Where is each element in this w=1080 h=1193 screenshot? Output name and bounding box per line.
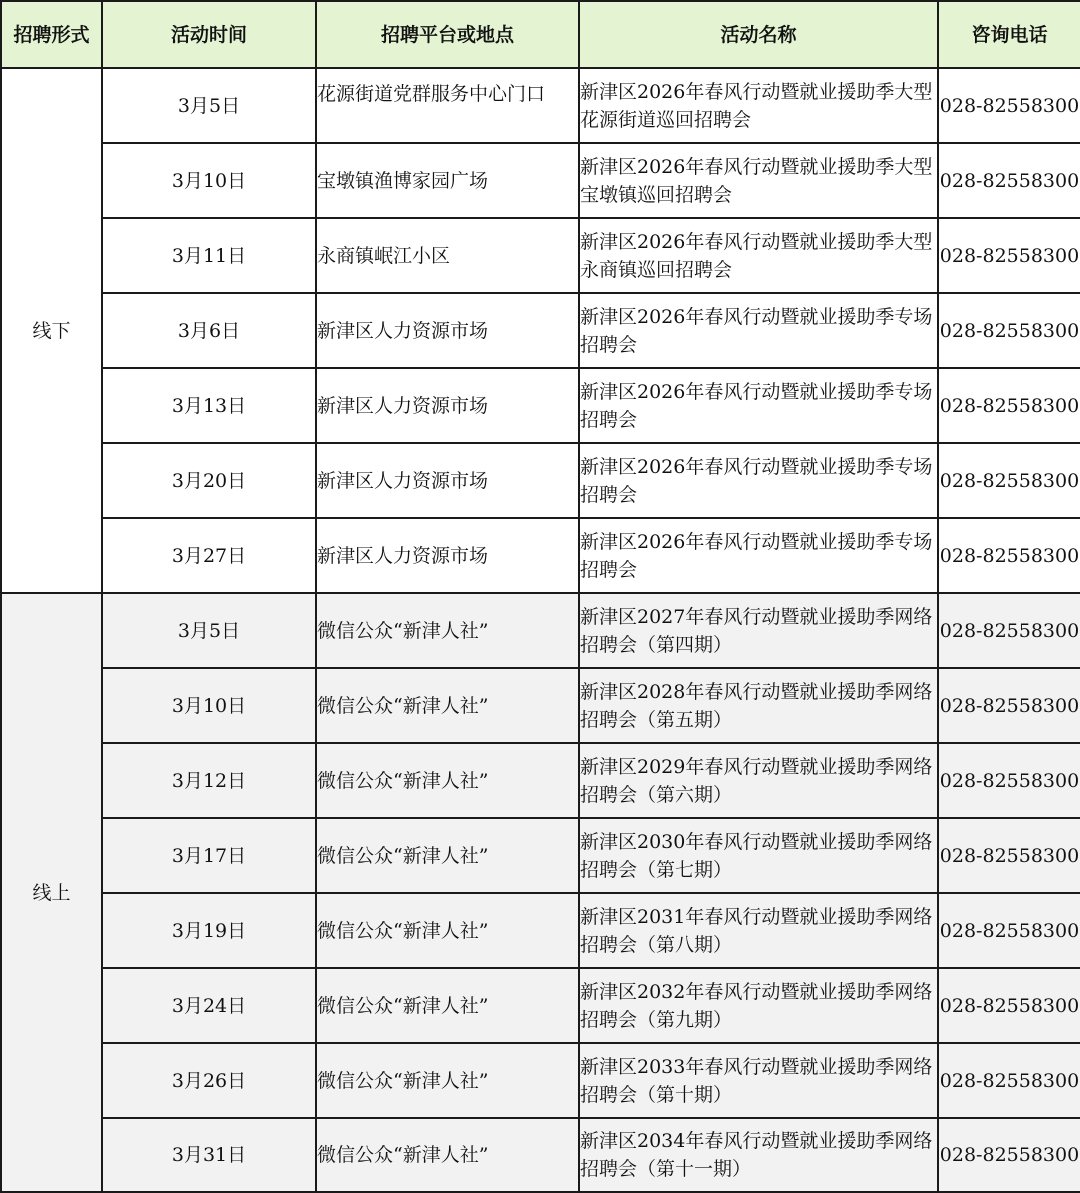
table-row [1,443,1080,518]
table-row [1,743,1080,818]
date-cell: 3月13日 [102,368,316,443]
date-cell: 3月11日 [102,218,316,293]
phone-cell: 028-82558300 [938,143,1080,218]
phone-cell: 028-82558300 [938,1118,1080,1192]
place-cell: 微信公众“新津人社” [316,743,579,818]
place-cell: 永商镇岷江小区 [316,218,579,293]
event-name-cell: 新津区2026年春风行动暨就业援助季专场招聘会 [579,518,938,593]
date-cell: 3月17日 [102,818,316,893]
header-phone: 咨询电话 [938,1,1080,68]
phone-cell: 028-82558300 [938,593,1080,668]
header-place: 招聘平台或地点 [316,1,579,68]
date-cell: 3月5日 [102,68,316,143]
event-name-cell: 新津区2031年春风行动暨就业援助季网络招聘会（第八期） [579,893,938,968]
table-row [1,218,1080,293]
mode-cell-offline: 线下 [1,68,102,593]
date-cell: 3月12日 [102,743,316,818]
online-section [1,593,1080,1192]
date-cell: 3月5日 [102,593,316,668]
table-row [1,593,1080,668]
place-cell: 新津区人力资源市场 [316,293,579,368]
phone-cell: 028-82558300 [938,518,1080,593]
phone-cell: 028-82558300 [938,818,1080,893]
table-row [1,68,1080,143]
place-cell: 微信公众“新津人社” [316,968,579,1043]
header-mode: 招聘形式 [1,1,102,68]
place-cell: 宝墩镇渔博家园广场 [316,143,579,218]
header-name: 活动名称 [579,1,938,68]
table-row [1,1043,1080,1118]
date-cell: 3月31日 [102,1118,316,1192]
phone-cell: 028-82558300 [938,293,1080,368]
event-name-cell: 新津区2033年春风行动暨就业援助季网络招聘会（第十期） [579,1043,938,1118]
table-row [1,668,1080,743]
table-row [1,293,1080,368]
phone-cell: 028-82558300 [938,68,1080,143]
place-cell: 新津区人力资源市场 [316,368,579,443]
place-cell: 微信公众“新津人社” [316,1118,579,1192]
place-cell: 微信公众“新津人社” [316,818,579,893]
table-row [1,368,1080,443]
phone-cell: 028-82558300 [938,968,1080,1043]
offline-section [1,68,1080,593]
phone-cell: 028-82558300 [938,893,1080,968]
table-row [1,518,1080,593]
date-cell: 3月6日 [102,293,316,368]
date-cell: 3月26日 [102,1043,316,1118]
place-cell: 微信公众“新津人社” [316,1043,579,1118]
event-name-cell: 新津区2029年春风行动暨就业援助季网络招聘会（第六期） [579,743,938,818]
date-cell: 3月19日 [102,893,316,968]
table-row [1,893,1080,968]
event-name-cell: 新津区2026年春风行动暨就业援助季专场招聘会 [579,368,938,443]
table-row [1,818,1080,893]
date-cell: 3月24日 [102,968,316,1043]
place-cell: 微信公众“新津人社” [316,893,579,968]
phone-cell: 028-82558300 [938,1043,1080,1118]
date-cell: 3月10日 [102,668,316,743]
event-name-cell: 新津区2026年春风行动暨就业援助季大型花源街道巡回招聘会 [579,68,938,143]
table-row [1,1118,1080,1192]
mode-cell-online: 线上 [1,593,102,1192]
phone-cell: 028-82558300 [938,668,1080,743]
header-row [1,1,1080,68]
event-name-cell: 新津区2026年春风行动暨就业援助季大型永商镇巡回招聘会 [579,218,938,293]
event-name-cell: 新津区2027年春风行动暨就业援助季网络招聘会（第四期） [579,593,938,668]
place-cell: 花源街道党群服务中心门口 [316,68,579,143]
place-cell: 微信公众“新津人社” [316,668,579,743]
header-time: 活动时间 [102,1,316,68]
date-cell: 3月10日 [102,143,316,218]
event-name-cell: 新津区2026年春风行动暨就业援助季专场招聘会 [579,443,938,518]
phone-cell: 028-82558300 [938,443,1080,518]
event-name-cell: 新津区2026年春风行动暨就业援助季专场招聘会 [579,293,938,368]
table-row [1,968,1080,1043]
phone-cell: 028-82558300 [938,743,1080,818]
phone-cell: 028-82558300 [938,368,1080,443]
date-cell: 3月20日 [102,443,316,518]
place-cell: 新津区人力资源市场 [316,443,579,518]
event-name-cell: 新津区2026年春风行动暨就业援助季大型宝墩镇巡回招聘会 [579,143,938,218]
event-name-cell: 新津区2030年春风行动暨就业援助季网络招聘会（第七期） [579,818,938,893]
event-name-cell: 新津区2034年春风行动暨就业援助季网络招聘会（第十一期） [579,1118,938,1192]
phone-cell: 028-82558300 [938,218,1080,293]
place-cell: 新津区人力资源市场 [316,518,579,593]
date-cell: 3月27日 [102,518,316,593]
table-row [1,143,1080,218]
event-name-cell: 新津区2028年春风行动暨就业援助季网络招聘会（第五期） [579,668,938,743]
event-name-cell: 新津区2032年春风行动暨就业援助季网络招聘会（第九期） [579,968,938,1043]
place-cell: 微信公众“新津人社” [316,593,579,668]
